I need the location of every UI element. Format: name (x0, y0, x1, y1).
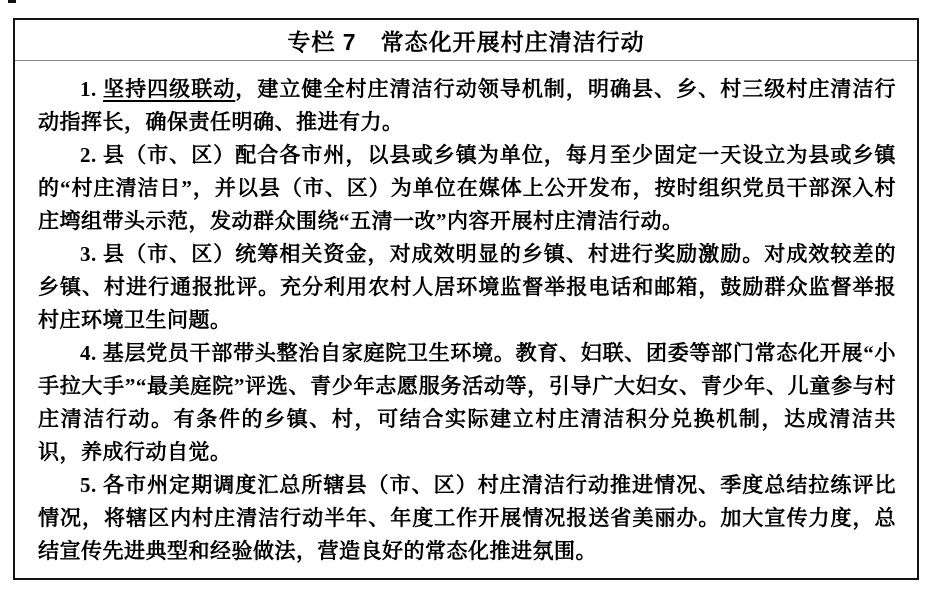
paragraph (38, 469, 896, 568)
paragraph-marker: 1. (80, 77, 104, 101)
callout-box (13, 18, 919, 580)
paragraph (38, 73, 896, 139)
paragraph-text: ，建立健全村庄清洁行动领导机制，明确县、乡、村三级村庄清洁行动指挥长，确保责任明确、推进有力。 (38, 77, 897, 134)
paragraph-text: 各市州定期调度汇总所辖县（市、区）村庄清洁行动推进情况、季度总结拉练评比情况，将辖区内村庄清洁行动半年、年度工作开展情况报送省美丽办。加大宣传力度，总结宣传先进典型和经验做法，营造良好的常态化推进氛围。 (38, 473, 897, 563)
paragraph-marker: 3. (80, 242, 104, 266)
paragraph-marker: 4. (80, 341, 103, 365)
box-title: 专栏 7 常态化开展村庄清洁行动 (287, 28, 645, 55)
paragraph-marker: 5. (80, 473, 104, 497)
paragraph (38, 337, 896, 469)
paragraph (38, 238, 896, 337)
paragraph-marker: 2. (80, 143, 104, 167)
paragraph (38, 139, 896, 238)
box-body (15, 61, 917, 568)
paragraph-text: 基层党员干部带头整治自家庭院卫生环境。教育、妇联、团委等部门常态化开展“小手拉大手”“最美庭院”评选、青少年志愿服务活动等，引导广大妇女、青少年、儿童参与村庄清洁行动。有条件的乡镇、村，可结合实际建立村庄清洁积分兑换机制，达成清洁共识，养成行动自觉。 (38, 341, 897, 464)
scan-artifact (8, 0, 16, 3)
underlined-phrase: 坚持四级联动 (103, 77, 236, 101)
paragraph-text: 县（市、区）统筹相关资金，对成效明显的乡镇、村进行奖励激励。对成效较差的乡镇、村进行通报批评。充分利用农村人居环境监督举报电话和邮箱，鼓励群众监督举报村庄环境卫生问题。 (38, 242, 897, 332)
paragraph-text: 县（市、区）配合各市州，以县或乡镇为单位，每月至少固定一天设立为县或乡镇的“村庄清洁日”，并以县（市、区）为单位在媒体上公开发布，按时组织党员干部深入村庄塆组带头示范，发动群众围绕“五清一改”内容开展村庄清洁行动。 (38, 143, 897, 233)
box-header (15, 20, 917, 61)
